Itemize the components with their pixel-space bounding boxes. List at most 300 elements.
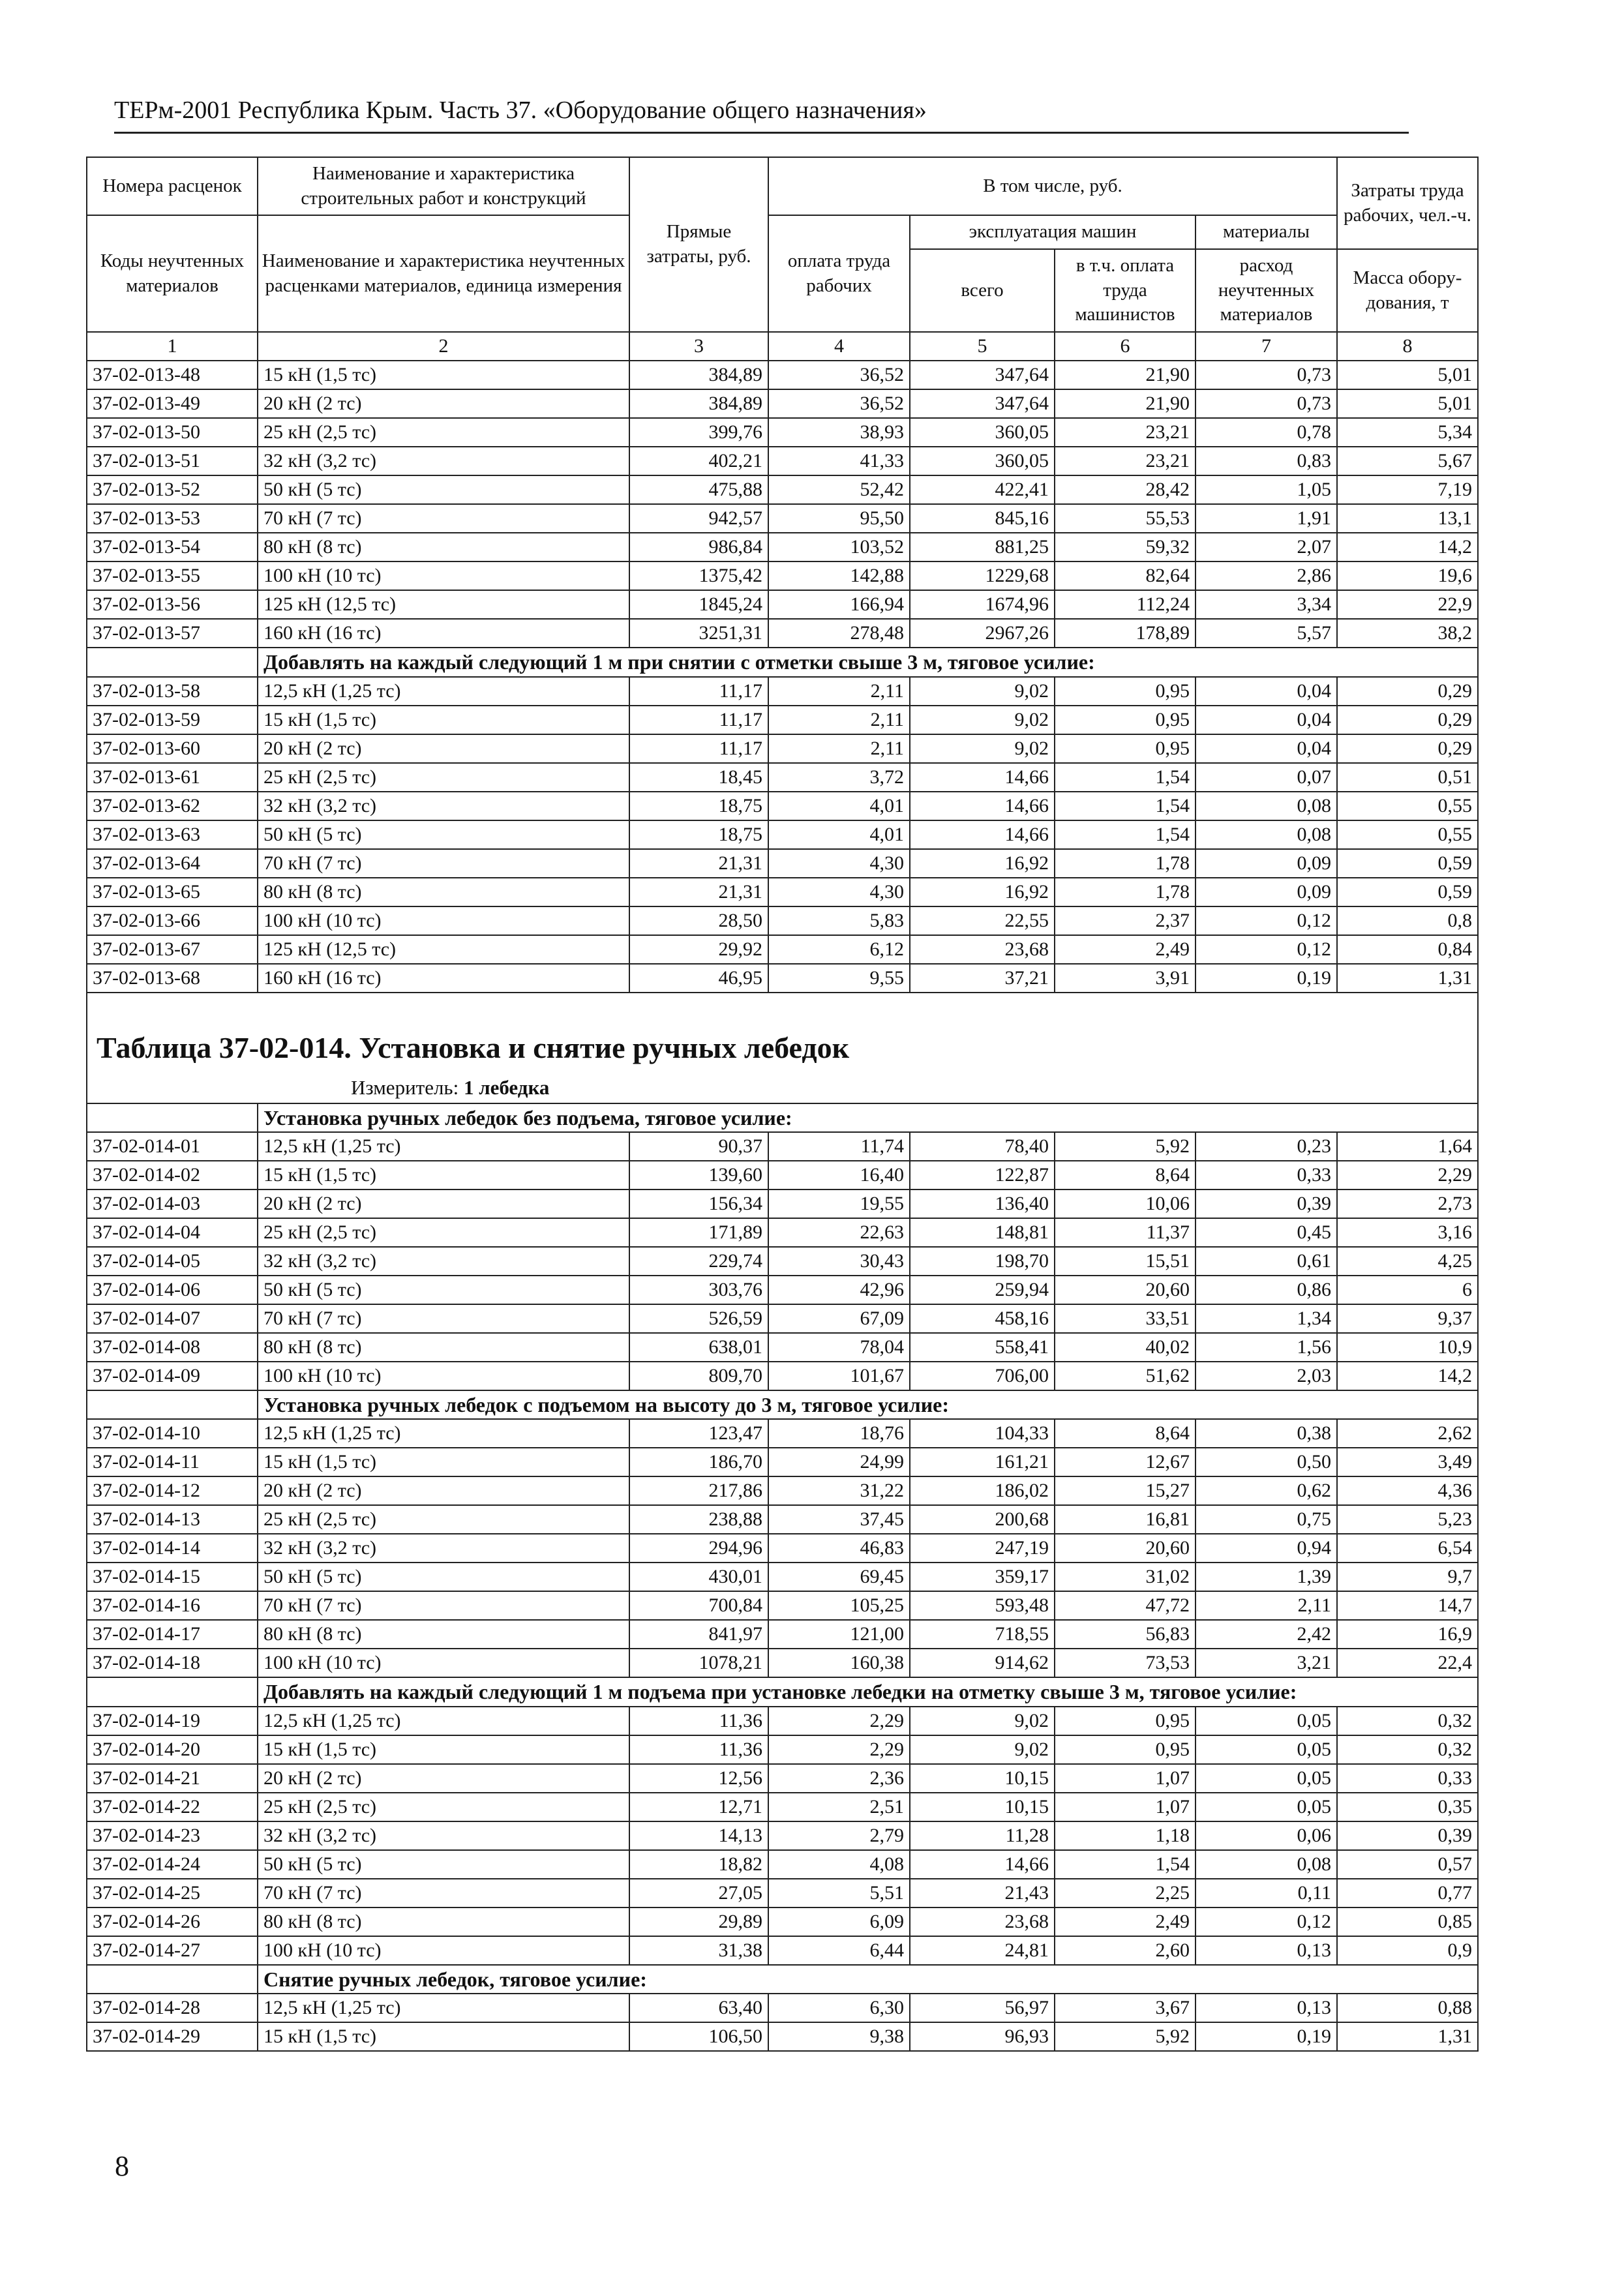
- table-row: [87, 849, 1478, 878]
- rate-name-cell: 80 кН (8 тс): [258, 533, 629, 561]
- operator-pay-cell: 0,95: [1055, 706, 1195, 734]
- material-use-cell: 1,34: [1195, 1304, 1337, 1333]
- measure-row: [87, 1072, 1478, 1103]
- worker-pay-cell: 2,11: [768, 677, 910, 706]
- operator-pay-cell: 0,95: [1055, 1707, 1195, 1735]
- machine-total-cell: 22,55: [910, 906, 1055, 935]
- direct-cost-cell: 638,01: [629, 1333, 768, 1362]
- rate-name-cell: 20 кН (2 тс): [258, 389, 629, 418]
- labor-or-mass-cell: 4,36: [1337, 1476, 1478, 1505]
- worker-pay-cell: 2,79: [768, 1821, 910, 1850]
- material-use-cell: 0,45: [1195, 1218, 1337, 1247]
- machine-total-cell: 2967,26: [910, 619, 1055, 648]
- rate-code-cell: 37-02-014-04: [87, 1218, 258, 1247]
- machine-total-cell: 10,15: [910, 1793, 1055, 1821]
- operator-pay-cell: 40,02: [1055, 1333, 1195, 1362]
- machine-total-cell: 9,02: [910, 1735, 1055, 1764]
- table-row: [87, 677, 1478, 706]
- worker-pay-cell: 278,48: [768, 619, 910, 648]
- operator-pay-cell: 8,64: [1055, 1161, 1195, 1189]
- rate-code-cell: 37-02-014-09: [87, 1362, 258, 1390]
- operator-pay-cell: 1,07: [1055, 1793, 1195, 1821]
- direct-cost-cell: 123,47: [629, 1419, 768, 1448]
- material-use-cell: 0,13: [1195, 1936, 1337, 1965]
- operator-pay-cell: 31,02: [1055, 1563, 1195, 1591]
- labor-or-mass-cell: 0,59: [1337, 878, 1478, 906]
- rate-name-cell: 50 кН (5 тс): [258, 820, 629, 849]
- machine-total-cell: 198,70: [910, 1247, 1055, 1276]
- operator-pay-cell: 1,54: [1055, 820, 1195, 849]
- worker-pay-cell: 18,76: [768, 1419, 910, 1448]
- labor-or-mass-cell: 9,7: [1337, 1563, 1478, 1591]
- material-use-cell: 0,19: [1195, 2022, 1337, 2051]
- rate-name-cell: 80 кН (8 тс): [258, 878, 629, 906]
- operator-pay-cell: 28,42: [1055, 475, 1195, 504]
- material-use-cell: 2,86: [1195, 561, 1337, 590]
- machine-total-cell: 23,68: [910, 1908, 1055, 1936]
- material-use-cell: 2,11: [1195, 1591, 1337, 1620]
- material-use-cell: 0,73: [1195, 361, 1337, 389]
- labor-or-mass-cell: 0,35: [1337, 1793, 1478, 1821]
- operator-pay-cell: 2,49: [1055, 1908, 1195, 1936]
- table-row: [87, 1247, 1478, 1276]
- labor-or-mass-cell: 22,9: [1337, 590, 1478, 619]
- table-row: [87, 1189, 1478, 1218]
- worker-pay-cell: 46,83: [768, 1534, 910, 1563]
- rate-name-cell: 100 кН (10 тс): [258, 906, 629, 935]
- rate-name-cell: 50 кН (5 тс): [258, 1563, 629, 1591]
- table-row: [87, 706, 1478, 734]
- machine-total-cell: 347,64: [910, 389, 1055, 418]
- machine-total-cell: 9,02: [910, 734, 1055, 763]
- operator-pay-cell: 15,51: [1055, 1247, 1195, 1276]
- direct-cost-cell: 12,71: [629, 1793, 768, 1821]
- machine-total-cell: 10,15: [910, 1764, 1055, 1793]
- table-row: [87, 1132, 1478, 1161]
- operator-pay-cell: 15,27: [1055, 1476, 1195, 1505]
- machine-total-cell: 148,81: [910, 1218, 1055, 1247]
- labor-or-mass-cell: 0,29: [1337, 677, 1478, 706]
- machine-total-cell: 458,16: [910, 1304, 1055, 1333]
- table-row: [87, 1563, 1478, 1591]
- operator-pay-cell: 56,83: [1055, 1620, 1195, 1649]
- machine-total-cell: 259,94: [910, 1276, 1055, 1304]
- head-equipment-mass: Масса обору-дования, т: [1337, 249, 1478, 332]
- worker-pay-cell: 38,93: [768, 418, 910, 447]
- column-number: 2: [258, 332, 629, 361]
- rate-name-cell: 80 кН (8 тс): [258, 1620, 629, 1649]
- table-gap: [87, 993, 1478, 1024]
- column-number: 7: [1195, 332, 1337, 361]
- machine-total-cell: 200,68: [910, 1505, 1055, 1534]
- rate-name-cell: 32 кН (3,2 тс): [258, 447, 629, 475]
- rate-code-cell: 37-02-013-62: [87, 792, 258, 820]
- rate-name-cell: 125 кН (12,5 тс): [258, 935, 629, 964]
- table-row: [87, 561, 1478, 590]
- table-row: [87, 504, 1478, 533]
- rate-code-cell: 37-02-013-65: [87, 878, 258, 906]
- table-row: [87, 1304, 1478, 1333]
- measure-line: [87, 1072, 1478, 1103]
- labor-or-mass-cell: 0,85: [1337, 1908, 1478, 1936]
- material-use-cell: 3,21: [1195, 1649, 1337, 1677]
- direct-cost-cell: 11,17: [629, 706, 768, 734]
- operator-pay-cell: 33,51: [1055, 1304, 1195, 1333]
- operator-pay-cell: 0,95: [1055, 734, 1195, 763]
- labor-or-mass-cell: 3,49: [1337, 1448, 1478, 1476]
- table-row: [87, 734, 1478, 763]
- operator-pay-cell: 178,89: [1055, 619, 1195, 648]
- rate-name-cell: 80 кН (8 тс): [258, 1908, 629, 1936]
- labor-or-mass-cell: 14,2: [1337, 533, 1478, 561]
- operator-pay-cell: 20,60: [1055, 1276, 1195, 1304]
- section-heading: Добавлять на каждый следующий 1 м подъема при установке лебедки на отметку свыше 3 м, тяговое усилие:: [258, 1677, 1478, 1706]
- direct-cost-cell: 1845,24: [629, 590, 768, 619]
- material-use-cell: 0,62: [1195, 1476, 1337, 1505]
- direct-cost-cell: 156,34: [629, 1189, 768, 1218]
- rate-name-cell: 100 кН (10 тс): [258, 561, 629, 590]
- material-use-cell: 0,12: [1195, 935, 1337, 964]
- operator-pay-cell: 51,62: [1055, 1362, 1195, 1390]
- worker-pay-cell: 6,30: [768, 1994, 910, 2022]
- rate-code-cell: 37-02-013-58: [87, 677, 258, 706]
- section-heading: Снятие ручных лебедок, тяговое усилие:: [258, 1965, 1478, 1994]
- section-row: [87, 1390, 1478, 1419]
- head-worker-pay: оплата труда рабочих: [768, 215, 910, 332]
- direct-cost-cell: 29,92: [629, 935, 768, 964]
- operator-pay-cell: 21,90: [1055, 361, 1195, 389]
- operator-pay-cell: 10,06: [1055, 1189, 1195, 1218]
- rate-code-cell: 37-02-013-49: [87, 389, 258, 418]
- direct-cost-cell: 841,97: [629, 1620, 768, 1649]
- table-row: [87, 935, 1478, 964]
- material-use-cell: 0,12: [1195, 906, 1337, 935]
- direct-cost-cell: 46,95: [629, 964, 768, 993]
- material-use-cell: 0,61: [1195, 1247, 1337, 1276]
- machine-total-cell: 186,02: [910, 1476, 1055, 1505]
- rate-code-cell: 37-02-014-12: [87, 1476, 258, 1505]
- labor-or-mass-cell: 13,1: [1337, 504, 1478, 533]
- rate-code-cell: 37-02-014-03: [87, 1189, 258, 1218]
- worker-pay-cell: 2,11: [768, 706, 910, 734]
- labor-or-mass-cell: 7,19: [1337, 475, 1478, 504]
- rate-name-cell: 20 кН (2 тс): [258, 1476, 629, 1505]
- table-row: [87, 1419, 1478, 1448]
- table-row: [87, 389, 1478, 418]
- direct-cost-cell: 238,88: [629, 1505, 768, 1534]
- direct-cost-cell: 90,37: [629, 1132, 768, 1161]
- rate-name-cell: 32 кН (3,2 тс): [258, 1821, 629, 1850]
- worker-pay-cell: 2,29: [768, 1735, 910, 1764]
- operator-pay-cell: 5,92: [1055, 2022, 1195, 2051]
- labor-or-mass-cell: 14,7: [1337, 1591, 1478, 1620]
- column-number: 8: [1337, 332, 1478, 361]
- labor-or-mass-cell: 2,29: [1337, 1161, 1478, 1189]
- labor-or-mass-cell: 5,23: [1337, 1505, 1478, 1534]
- direct-cost-cell: 11,17: [629, 734, 768, 763]
- machine-total-cell: 37,21: [910, 964, 1055, 993]
- rate-name-cell: 15 кН (1,5 тс): [258, 1448, 629, 1476]
- machine-total-cell: 16,92: [910, 849, 1055, 878]
- rate-name-cell: 20 кН (2 тс): [258, 1189, 629, 1218]
- column-number: 3: [629, 332, 768, 361]
- table-row: [87, 1362, 1478, 1390]
- rate-code-cell: 37-02-014-19: [87, 1707, 258, 1735]
- rate-code-cell: 37-02-014-29: [87, 2022, 258, 2051]
- rate-code-cell: 37-02-014-24: [87, 1850, 258, 1879]
- worker-pay-cell: 4,30: [768, 878, 910, 906]
- rate-name-cell: 70 кН (7 тс): [258, 1591, 629, 1620]
- rate-name-cell: 100 кН (10 тс): [258, 1362, 629, 1390]
- rate-code-cell: 37-02-013-68: [87, 964, 258, 993]
- operator-pay-cell: 59,32: [1055, 533, 1195, 561]
- worker-pay-cell: 101,67: [768, 1362, 910, 1390]
- direct-cost-cell: 63,40: [629, 1994, 768, 2022]
- rate-name-cell: 100 кН (10 тс): [258, 1649, 629, 1677]
- worker-pay-cell: 160,38: [768, 1649, 910, 1677]
- operator-pay-cell: 1,78: [1055, 878, 1195, 906]
- table-row: [87, 1161, 1478, 1189]
- rate-code-cell: 37-02-014-13: [87, 1505, 258, 1534]
- rate-name-cell: 15 кН (1,5 тс): [258, 2022, 629, 2051]
- table-row: [87, 1448, 1478, 1476]
- machine-total-cell: 881,25: [910, 533, 1055, 561]
- material-use-cell: 0,08: [1195, 792, 1337, 820]
- table-row: [87, 1793, 1478, 1821]
- page-number: 8: [115, 2150, 129, 2182]
- labor-or-mass-cell: 1,31: [1337, 964, 1478, 993]
- material-use-cell: 0,04: [1195, 706, 1337, 734]
- worker-pay-cell: 142,88: [768, 561, 910, 590]
- worker-pay-cell: 19,55: [768, 1189, 910, 1218]
- rate-code-cell: 37-02-013-64: [87, 849, 258, 878]
- direct-cost-cell: 229,74: [629, 1247, 768, 1276]
- rate-code-cell: 37-02-014-15: [87, 1563, 258, 1591]
- direct-cost-cell: 186,70: [629, 1448, 768, 1476]
- rate-code-cell: 37-02-013-59: [87, 706, 258, 734]
- rate-code-cell: 37-02-013-48: [87, 361, 258, 389]
- operator-pay-cell: 1,18: [1055, 1821, 1195, 1850]
- table-row: [87, 447, 1478, 475]
- direct-cost-cell: 11,36: [629, 1735, 768, 1764]
- labor-or-mass-cell: 0,55: [1337, 792, 1478, 820]
- labor-or-mass-cell: 1,31: [1337, 2022, 1478, 2051]
- material-use-cell: 0,06: [1195, 1821, 1337, 1850]
- section-blank-cell: [87, 648, 258, 676]
- material-use-cell: 0,12: [1195, 1908, 1337, 1936]
- worker-pay-cell: 78,04: [768, 1333, 910, 1362]
- head-total: всего: [910, 249, 1055, 332]
- machine-total-cell: 122,87: [910, 1161, 1055, 1189]
- worker-pay-cell: 5,51: [768, 1879, 910, 1908]
- direct-cost-cell: 986,84: [629, 533, 768, 561]
- machine-total-cell: 161,21: [910, 1448, 1055, 1476]
- operator-pay-cell: 82,64: [1055, 561, 1195, 590]
- column-number: 1: [87, 332, 258, 361]
- worker-pay-cell: 41,33: [768, 447, 910, 475]
- table-row: [87, 361, 1478, 389]
- operator-pay-cell: 23,21: [1055, 418, 1195, 447]
- section-row: [87, 1103, 1478, 1132]
- material-use-cell: 0,08: [1195, 1850, 1337, 1879]
- head-work-name: Наименование и характеристика строительных работ и конструкций: [258, 157, 629, 215]
- table-title: Таблица 37-02-014. Установка и снятие ручных лебедок: [87, 1024, 1478, 1072]
- rate-name-cell: 25 кН (2,5 тс): [258, 1218, 629, 1247]
- machine-total-cell: 593,48: [910, 1591, 1055, 1620]
- direct-cost-cell: 21,31: [629, 849, 768, 878]
- material-use-cell: 0,38: [1195, 1419, 1337, 1448]
- labor-or-mass-cell: 0,84: [1337, 935, 1478, 964]
- machine-total-cell: 1229,68: [910, 561, 1055, 590]
- material-use-cell: 0,11: [1195, 1879, 1337, 1908]
- head-direct-costs: Прямые затраты, руб.: [629, 157, 768, 332]
- rate-name-cell: 25 кН (2,5 тс): [258, 763, 629, 792]
- material-use-cell: 0,86: [1195, 1276, 1337, 1304]
- worker-pay-cell: 2,51: [768, 1793, 910, 1821]
- machine-total-cell: 347,64: [910, 361, 1055, 389]
- material-use-cell: 0,13: [1195, 1994, 1337, 2022]
- machine-total-cell: 14,66: [910, 1850, 1055, 1879]
- direct-cost-cell: 14,13: [629, 1821, 768, 1850]
- table-row: [87, 1707, 1478, 1735]
- material-use-cell: 0,05: [1195, 1707, 1337, 1735]
- rate-name-cell: 15 кН (1,5 тс): [258, 706, 629, 734]
- rate-name-cell: 32 кН (3,2 тс): [258, 1534, 629, 1563]
- operator-pay-cell: 2,49: [1055, 935, 1195, 964]
- machine-total-cell: 9,02: [910, 1707, 1055, 1735]
- machine-total-cell: 706,00: [910, 1362, 1055, 1390]
- worker-pay-cell: 4,01: [768, 820, 910, 849]
- running-header: ТЕРм-2001 Республика Крым. Часть 37. «Оборудование общего назначения»: [114, 98, 1409, 134]
- machine-total-cell: 23,68: [910, 935, 1055, 964]
- rate-name-cell: 50 кН (5 тс): [258, 1276, 629, 1304]
- direct-cost-cell: 700,84: [629, 1591, 768, 1620]
- labor-or-mass-cell: 0,88: [1337, 1994, 1478, 2022]
- table-row: [87, 1333, 1478, 1362]
- operator-pay-cell: 1,07: [1055, 1764, 1195, 1793]
- rate-code-cell: 37-02-014-20: [87, 1735, 258, 1764]
- head-material-codes: Коды неучтенных материалов: [87, 215, 258, 332]
- worker-pay-cell: 36,52: [768, 361, 910, 389]
- rate-code-cell: 37-02-014-22: [87, 1793, 258, 1821]
- labor-or-mass-cell: 0,32: [1337, 1735, 1478, 1764]
- labor-or-mass-cell: 16,9: [1337, 1620, 1478, 1649]
- machine-total-cell: 14,66: [910, 763, 1055, 792]
- table-row: [87, 1620, 1478, 1649]
- worker-pay-cell: 103,52: [768, 533, 910, 561]
- rate-name-cell: 25 кН (2,5 тс): [258, 418, 629, 447]
- rate-code-cell: 37-02-014-21: [87, 1764, 258, 1793]
- operator-pay-cell: 112,24: [1055, 590, 1195, 619]
- table-row: [87, 1994, 1478, 2022]
- rate-code-cell: 37-02-014-25: [87, 1879, 258, 1908]
- table-row: [87, 964, 1478, 993]
- machine-total-cell: 360,05: [910, 418, 1055, 447]
- table-row: [87, 763, 1478, 792]
- table-row: [87, 533, 1478, 561]
- machine-total-cell: 11,28: [910, 1821, 1055, 1850]
- rate-name-cell: 100 кН (10 тс): [258, 1936, 629, 1965]
- labor-or-mass-cell: 19,6: [1337, 561, 1478, 590]
- rate-code-cell: 37-02-014-11: [87, 1448, 258, 1476]
- column-numbers-row: [87, 332, 1478, 361]
- head-material-name: Наименование и характеристика неучтенных расценками материалов, единица измерения: [258, 215, 629, 332]
- rate-code-cell: 37-02-013-52: [87, 475, 258, 504]
- labor-or-mass-cell: 6: [1337, 1276, 1478, 1304]
- material-use-cell: 0,09: [1195, 849, 1337, 878]
- head-materials: материалы: [1195, 215, 1337, 249]
- direct-cost-cell: 29,89: [629, 1908, 768, 1936]
- operator-pay-cell: 73,53: [1055, 1649, 1195, 1677]
- table-row: [87, 1534, 1478, 1563]
- labor-or-mass-cell: 0,33: [1337, 1764, 1478, 1793]
- direct-cost-cell: 430,01: [629, 1563, 768, 1591]
- material-use-cell: 5,57: [1195, 619, 1337, 648]
- direct-cost-cell: 18,45: [629, 763, 768, 792]
- operator-pay-cell: 1,54: [1055, 763, 1195, 792]
- head-rate-numbers: Номера расценок: [87, 157, 258, 215]
- worker-pay-cell: 36,52: [768, 389, 910, 418]
- table-row: [87, 1936, 1478, 1965]
- table-row: [87, 1591, 1478, 1620]
- rate-code-cell: 37-02-014-01: [87, 1132, 258, 1161]
- direct-cost-cell: 139,60: [629, 1161, 768, 1189]
- direct-cost-cell: 18,82: [629, 1850, 768, 1879]
- measure-label: Измеритель:: [351, 1075, 459, 1099]
- direct-cost-cell: 399,76: [629, 418, 768, 447]
- material-use-cell: 0,09: [1195, 878, 1337, 906]
- table-row: [87, 475, 1478, 504]
- labor-or-mass-cell: 0,59: [1337, 849, 1478, 878]
- machine-total-cell: 247,19: [910, 1534, 1055, 1563]
- rate-code-cell: 37-02-014-02: [87, 1161, 258, 1189]
- rate-name-cell: 15 кН (1,5 тс): [258, 361, 629, 389]
- column-number: 5: [910, 332, 1055, 361]
- table-row: [87, 906, 1478, 935]
- worker-pay-cell: 16,40: [768, 1161, 910, 1189]
- operator-pay-cell: 2,25: [1055, 1879, 1195, 1908]
- worker-pay-cell: 9,38: [768, 2022, 910, 2051]
- direct-cost-cell: 27,05: [629, 1879, 768, 1908]
- table-row: [87, 1908, 1478, 1936]
- operator-pay-cell: 2,60: [1055, 1936, 1195, 1965]
- worker-pay-cell: 37,45: [768, 1505, 910, 1534]
- operator-pay-cell: 1,54: [1055, 1850, 1195, 1879]
- head-labor-costs: Затраты труда рабочих, чел.-ч.: [1337, 157, 1478, 249]
- section-row: [87, 1677, 1478, 1706]
- table-row: [87, 1218, 1478, 1247]
- rate-name-cell: 12,5 кН (1,25 тс): [258, 677, 629, 706]
- rate-code-cell: 37-02-014-06: [87, 1276, 258, 1304]
- rate-name-cell: 25 кН (2,5 тс): [258, 1793, 629, 1821]
- direct-cost-cell: 11,17: [629, 677, 768, 706]
- rate-name-cell: 32 кН (3,2 тс): [258, 792, 629, 820]
- material-use-cell: 0,05: [1195, 1793, 1337, 1821]
- operator-pay-cell: 0,95: [1055, 677, 1195, 706]
- table-row: [87, 1476, 1478, 1505]
- rate-code-cell: 37-02-014-10: [87, 1419, 258, 1448]
- machine-total-cell: 14,66: [910, 820, 1055, 849]
- direct-cost-cell: 28,50: [629, 906, 768, 935]
- direct-cost-cell: 384,89: [629, 361, 768, 389]
- rate-code-cell: 37-02-014-14: [87, 1534, 258, 1563]
- worker-pay-cell: 69,45: [768, 1563, 910, 1591]
- machine-total-cell: 96,93: [910, 2022, 1055, 2051]
- section-heading: Установка ручных лебедок с подъемом на высоту до 3 м, тяговое усилие:: [258, 1390, 1478, 1419]
- direct-cost-cell: 171,89: [629, 1218, 768, 1247]
- worker-pay-cell: 42,96: [768, 1276, 910, 1304]
- worker-pay-cell: 22,63: [768, 1218, 910, 1247]
